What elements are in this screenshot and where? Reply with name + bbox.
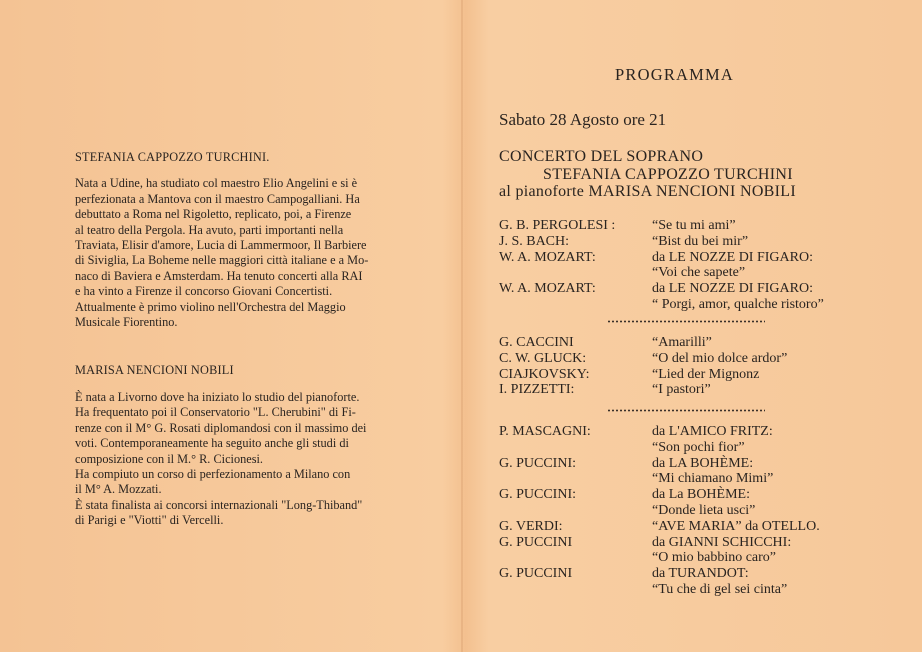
composer: G. PUCCINI: xyxy=(499,455,577,471)
work: da LE NOZZE DI FIGARO: xyxy=(652,249,813,265)
work: “Lied der Mignonz xyxy=(652,366,760,382)
bio-text-pianist xyxy=(75,390,395,529)
dotted-separator xyxy=(607,320,765,323)
biographies xyxy=(75,150,395,529)
composer: G. PUCCINI xyxy=(499,534,573,550)
bio-line: Nata a Udine, ha studiato col maestro Elio Angelini e si è xyxy=(75,176,358,191)
bio-line: È stata finalista ai concorsi internazionali "Long-Thiband" xyxy=(75,497,363,512)
concert-date: Sabato 28 Agosto ore 21 xyxy=(499,110,667,129)
work: “O mio babbino caro” xyxy=(652,550,777,566)
bio-line: di Parigi e "Viotti" di Vercelli. xyxy=(75,513,224,528)
composer: CIAJKOVSKY: xyxy=(499,366,590,382)
bio-line: composizione con il M.° R. Cicionesi. xyxy=(75,451,263,466)
composer: P. MASCAGNI: xyxy=(499,424,591,439)
work: da LE NOZZE DI FIGARO: xyxy=(652,281,813,297)
composer: G. PUCCINI: xyxy=(499,487,577,503)
bio-line: il M° A. Mozzati. xyxy=(75,482,162,497)
work: “Son pochi fior” xyxy=(652,439,745,455)
work: da L'AMICO FRITZ: xyxy=(652,424,773,439)
work: “Se tu mi ami” xyxy=(652,218,736,233)
concert-line: STEFANIA CAPPOZZO TURCHINI xyxy=(543,165,793,183)
work: “Bist du bei mir” xyxy=(652,233,749,249)
work: “Tu che di gel sei cinta” xyxy=(652,581,788,597)
work: “AVE MARIA” da OTELLO. xyxy=(652,518,820,534)
bio-name-pianist: MARISA NENCIONI NOBILI xyxy=(75,363,234,378)
work: da LA BOHÈME: xyxy=(652,455,754,471)
bio-line: naco di Baviera e Amsterdam. Ha tenuto concerti alla RAI xyxy=(75,268,363,283)
composer: G. VERDI: xyxy=(499,518,563,534)
center-fold xyxy=(461,0,463,652)
bio-line: Ha compiuto un corso di perfezionamento a Milano con xyxy=(75,466,351,481)
composer: G. CACCINI xyxy=(499,335,574,350)
composer: W. A. MOZART: xyxy=(499,249,596,265)
work: “I pastori” xyxy=(652,382,711,398)
bio-line: di Siviglia, La Boheme nelle maggiori città italiane e a Mo- xyxy=(75,253,369,268)
bio-line: voti. Contemporaneamente ha seguito anche gli studi di xyxy=(75,436,349,451)
work: da La BOHÈME: xyxy=(652,487,750,503)
bio-line: Musicale Fiorentino. xyxy=(75,315,178,330)
work: “Amarilli” xyxy=(652,335,712,350)
composer: I. PIZZETTI: xyxy=(499,382,575,398)
bio-line: al teatro della Pergola. Ha avuto, parti importanti nella xyxy=(75,222,344,237)
work: “O del mio dolce ardor” xyxy=(652,350,788,366)
dotted-separator xyxy=(607,409,765,412)
program-title: PROGRAMMA xyxy=(615,65,734,84)
bio-line: e ha vinto a Firenze il concorso Giovani Concertisti. xyxy=(75,284,333,299)
composer: G. B. PERGOLESI : xyxy=(499,218,616,233)
bio-line: Attualmente è primo violino nell'Orchestra del Maggio xyxy=(75,299,346,314)
composer: G. PUCCINI xyxy=(499,566,573,582)
work: “Voi che sapete” xyxy=(652,265,746,281)
bio-line: Ha frequentato poi il Conservatorio "L. Cherubini" di Fi- xyxy=(75,405,356,420)
composer: C. W. GLUCK: xyxy=(499,350,587,366)
concert-line: CONCERTO DEL SOPRANO xyxy=(499,148,704,165)
work: da GIANNI SCHICCHI: xyxy=(652,534,792,550)
composer: W. A. MOZART: xyxy=(499,281,596,297)
bio-line: Traviata, Elisir d'amore, Lucia di Lammermoor, Il Barbiere xyxy=(75,238,367,253)
work: da TURANDOT: xyxy=(652,566,749,582)
concert-heading xyxy=(499,148,796,201)
bio-line: renze con il M° G. Rosati diplomandosi con il massimo dei xyxy=(75,420,367,435)
bio-name-soprano: STEFANIA CAPPOZZO TURCHINI. xyxy=(75,150,270,164)
bio-text-soprano xyxy=(75,176,395,330)
work: “Donde lieta usci” xyxy=(652,502,756,518)
composer: J. S. BACH: xyxy=(499,233,570,249)
work: “Mi chiamano Mimi” xyxy=(652,471,774,487)
bio-line: debuttato a Roma nel Rigoletto, replicato, poi, a Firenze xyxy=(75,207,352,222)
bio-line: È nata a Livorno dove ha iniziato lo studio del pianoforte. xyxy=(75,389,360,404)
bio-line: perfezionata a Mantova con il maestro Campogalliani. Ha xyxy=(75,191,360,206)
concert-line: al pianoforte MARISA NENCIONI NOBILI xyxy=(499,183,796,200)
work: “ Porgi, amor, qualche ristoro” xyxy=(652,296,824,312)
